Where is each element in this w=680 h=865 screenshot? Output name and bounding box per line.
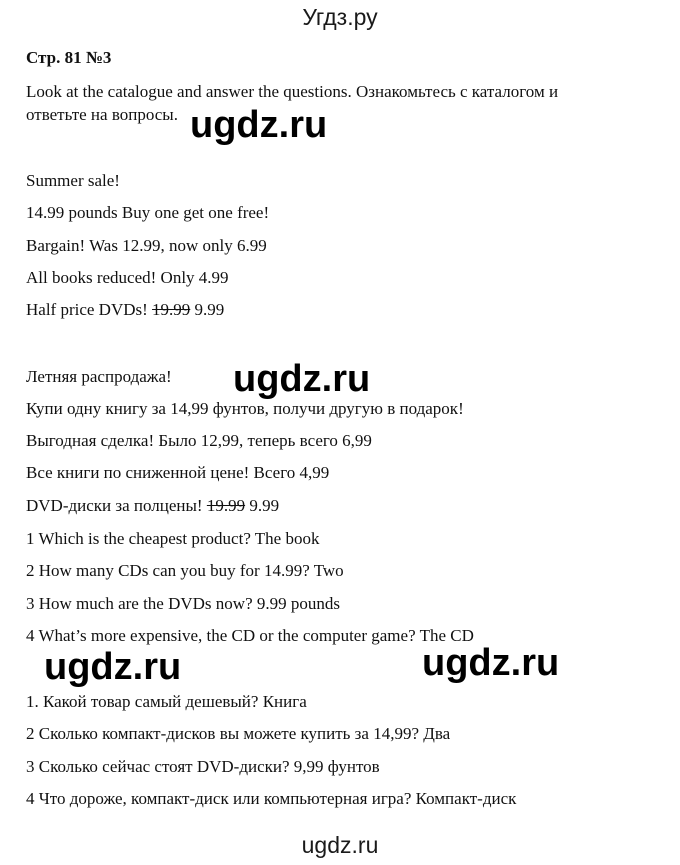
- answer-ru: 2 Сколько компакт-дисков вы можете купить за 14,99? Два: [26, 724, 451, 743]
- watermark: ugdz.ru: [190, 104, 328, 146]
- page-heading: Стр. 81 №3: [26, 48, 112, 67]
- answer-en: 4 What’s more expensive, the CD or the computer game? The CD: [26, 626, 474, 645]
- catalogue-en-item: Summer sale!: [26, 171, 120, 190]
- answer-ru: 1. Какой товар самый дешевый? Книга: [26, 692, 307, 711]
- catalogue-en-item: [26, 300, 224, 320]
- catalogue-ru-item: Купи одну книгу за 14,99 фунтов, получи другую в подарок!: [26, 399, 464, 418]
- answer-en: 3 How much are the DVDs now? 9.99 pounds: [26, 594, 340, 613]
- catalogue-en-item-label: Half price DVDs!: [26, 300, 153, 319]
- catalogue-en-item: All books reduced! Only 4.99: [26, 268, 229, 287]
- answer-ru: 3 Сколько сейчас стоят DVD-диски? 9,99 фунтов: [26, 757, 380, 776]
- watermark: ugdz.ru: [233, 358, 371, 400]
- catalogue-ru-item: Летняя распродажа!: [26, 367, 172, 386]
- watermark: ugdz.ru: [422, 642, 560, 684]
- old-price: 19.99: [206, 496, 246, 515]
- answer-en: 1 Which is the cheapest product? The book: [26, 529, 320, 548]
- instructions-line-2: ответьте на вопросы.: [26, 105, 178, 124]
- catalogue-en-item: 14.99 pounds Buy one get one free!: [26, 203, 270, 222]
- catalogue-ru-item-label: DVD-диски за полцены!: [26, 496, 207, 515]
- instructions-line-1: Look at the catalogue and answer the questions. Ознакомьтесь с каталогом и: [26, 82, 559, 101]
- catalogue-ru-item: [26, 496, 279, 516]
- new-price: 9.99: [245, 496, 280, 515]
- site-title: Угдз.ру: [302, 4, 378, 30]
- answer-ru: 4 Что дороже, компакт-диск или компьютерная игра? Компакт-диск: [26, 789, 517, 808]
- footer-watermark: ugdz.ru: [301, 832, 379, 858]
- new-price: 9.99: [190, 300, 225, 319]
- catalogue-ru-item: Все книги по сниженной цене! Всего 4,99: [26, 463, 330, 482]
- old-price: 19.99: [152, 300, 191, 319]
- answer-en: 2 How many CDs can you buy for 14.99? Two: [26, 561, 344, 580]
- catalogue-en-item: Bargain! Was 12.99, now only 6.99: [26, 236, 267, 255]
- catalogue-ru-item: Выгодная сделка! Было 12,99, теперь всего 6,99: [26, 431, 372, 450]
- watermark: ugdz.ru: [44, 646, 182, 688]
